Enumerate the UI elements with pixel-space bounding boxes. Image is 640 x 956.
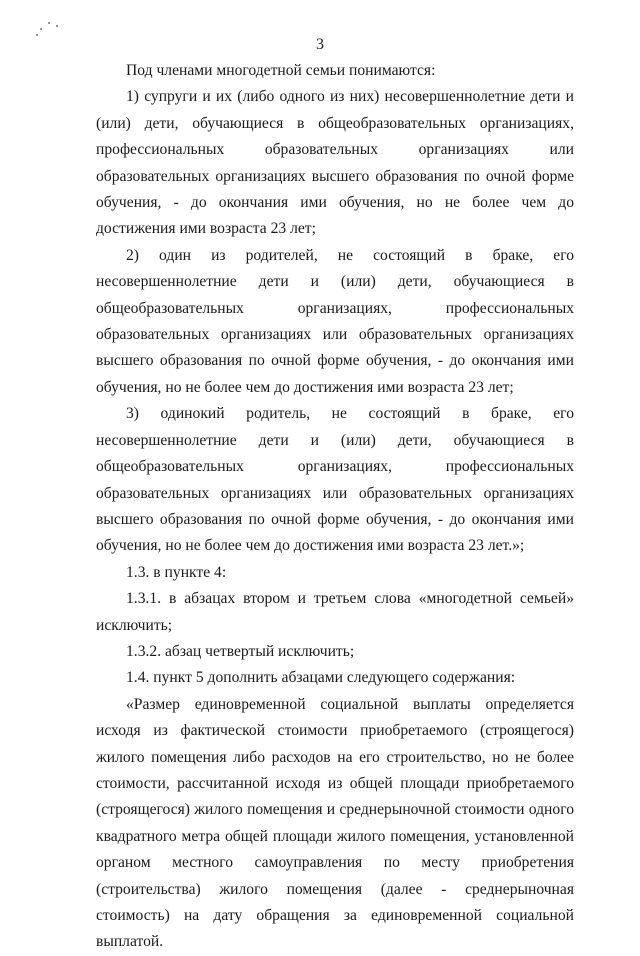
paragraph-family-members-intro: Под членами многодетной семьи понимаются: bbox=[126, 62, 436, 79]
paragraph-item-3: 3) одинокий родитель, не состоящий в браке, его несовершеннолетние дети и (или) дети, обучающиеся в общеобразовательных организациях, профессиональных образовательных организациях или образовательных организациях высшего образования по очной форме обучения, - до окончания ими обучения, но не более чем до достижения ими возраста 23 лет.»; bbox=[96, 405, 574, 555]
paragraph-item-1: 1) супруги и их (либо одного из них) несовершеннолетние дети и (или) дети, обучающиеся в общеобразовательных организациях, профессиональных образовательных организациях или образовательных организациях высшего образования по очной форме обучения, - до окончания ими обучения, но не более чем до достижения ими возраста 23 лет; bbox=[96, 88, 574, 238]
paragraph-item-2: 2) один из родителей, не состоящий в браке, его несовершеннолетние дети и (или) дети, обучающиеся в общеобразовательных организациях, профессиональных образовательных организациях или образовательных организациях высшего образования по очной форме обучения, - до окончания ими обучения, но не более чем до достижения ими возраста 23 лет; bbox=[96, 246, 574, 396]
document-body bbox=[96, 58, 574, 956]
paragraph-payment-size: «Размер единовременной социальной выплаты определяется исходя из фактической стоимости приобретаемого (строящегося) жилого помещения либо расходов на его строительство, но не более стоимости, рассчитанной исходя из общей площади приобретаемого (строящегося) жилого помещения и среднерыночной стоимости одного квадратного метра общей площади жилого помещения, установленной органом местного самоуправления по месту приобретения (строительства) жилого помещения (далее - среднерыночная стоимость) на дату обращения за единовременной социальной выплатой. bbox=[96, 695, 574, 951]
paragraph-clause-1-3: 1.3. в пункте 4: bbox=[126, 563, 227, 581]
page-number: 3 bbox=[316, 36, 324, 53]
paragraph-clause-1-3-2: 1.3.2. абзац четвертый исключить; bbox=[126, 642, 355, 660]
scan-speck bbox=[56, 25, 58, 27]
scan-speck bbox=[48, 22, 50, 24]
paragraph-clause-1-3-1: 1.3.1. в абзацах втором и третьем слова «многодетной семьей» исключить; bbox=[96, 590, 574, 634]
scan-speck bbox=[40, 28, 42, 30]
paragraph-clause-1-4: 1.4. пункт 5 дополнить абзацами следующего содержания: bbox=[126, 669, 516, 687]
